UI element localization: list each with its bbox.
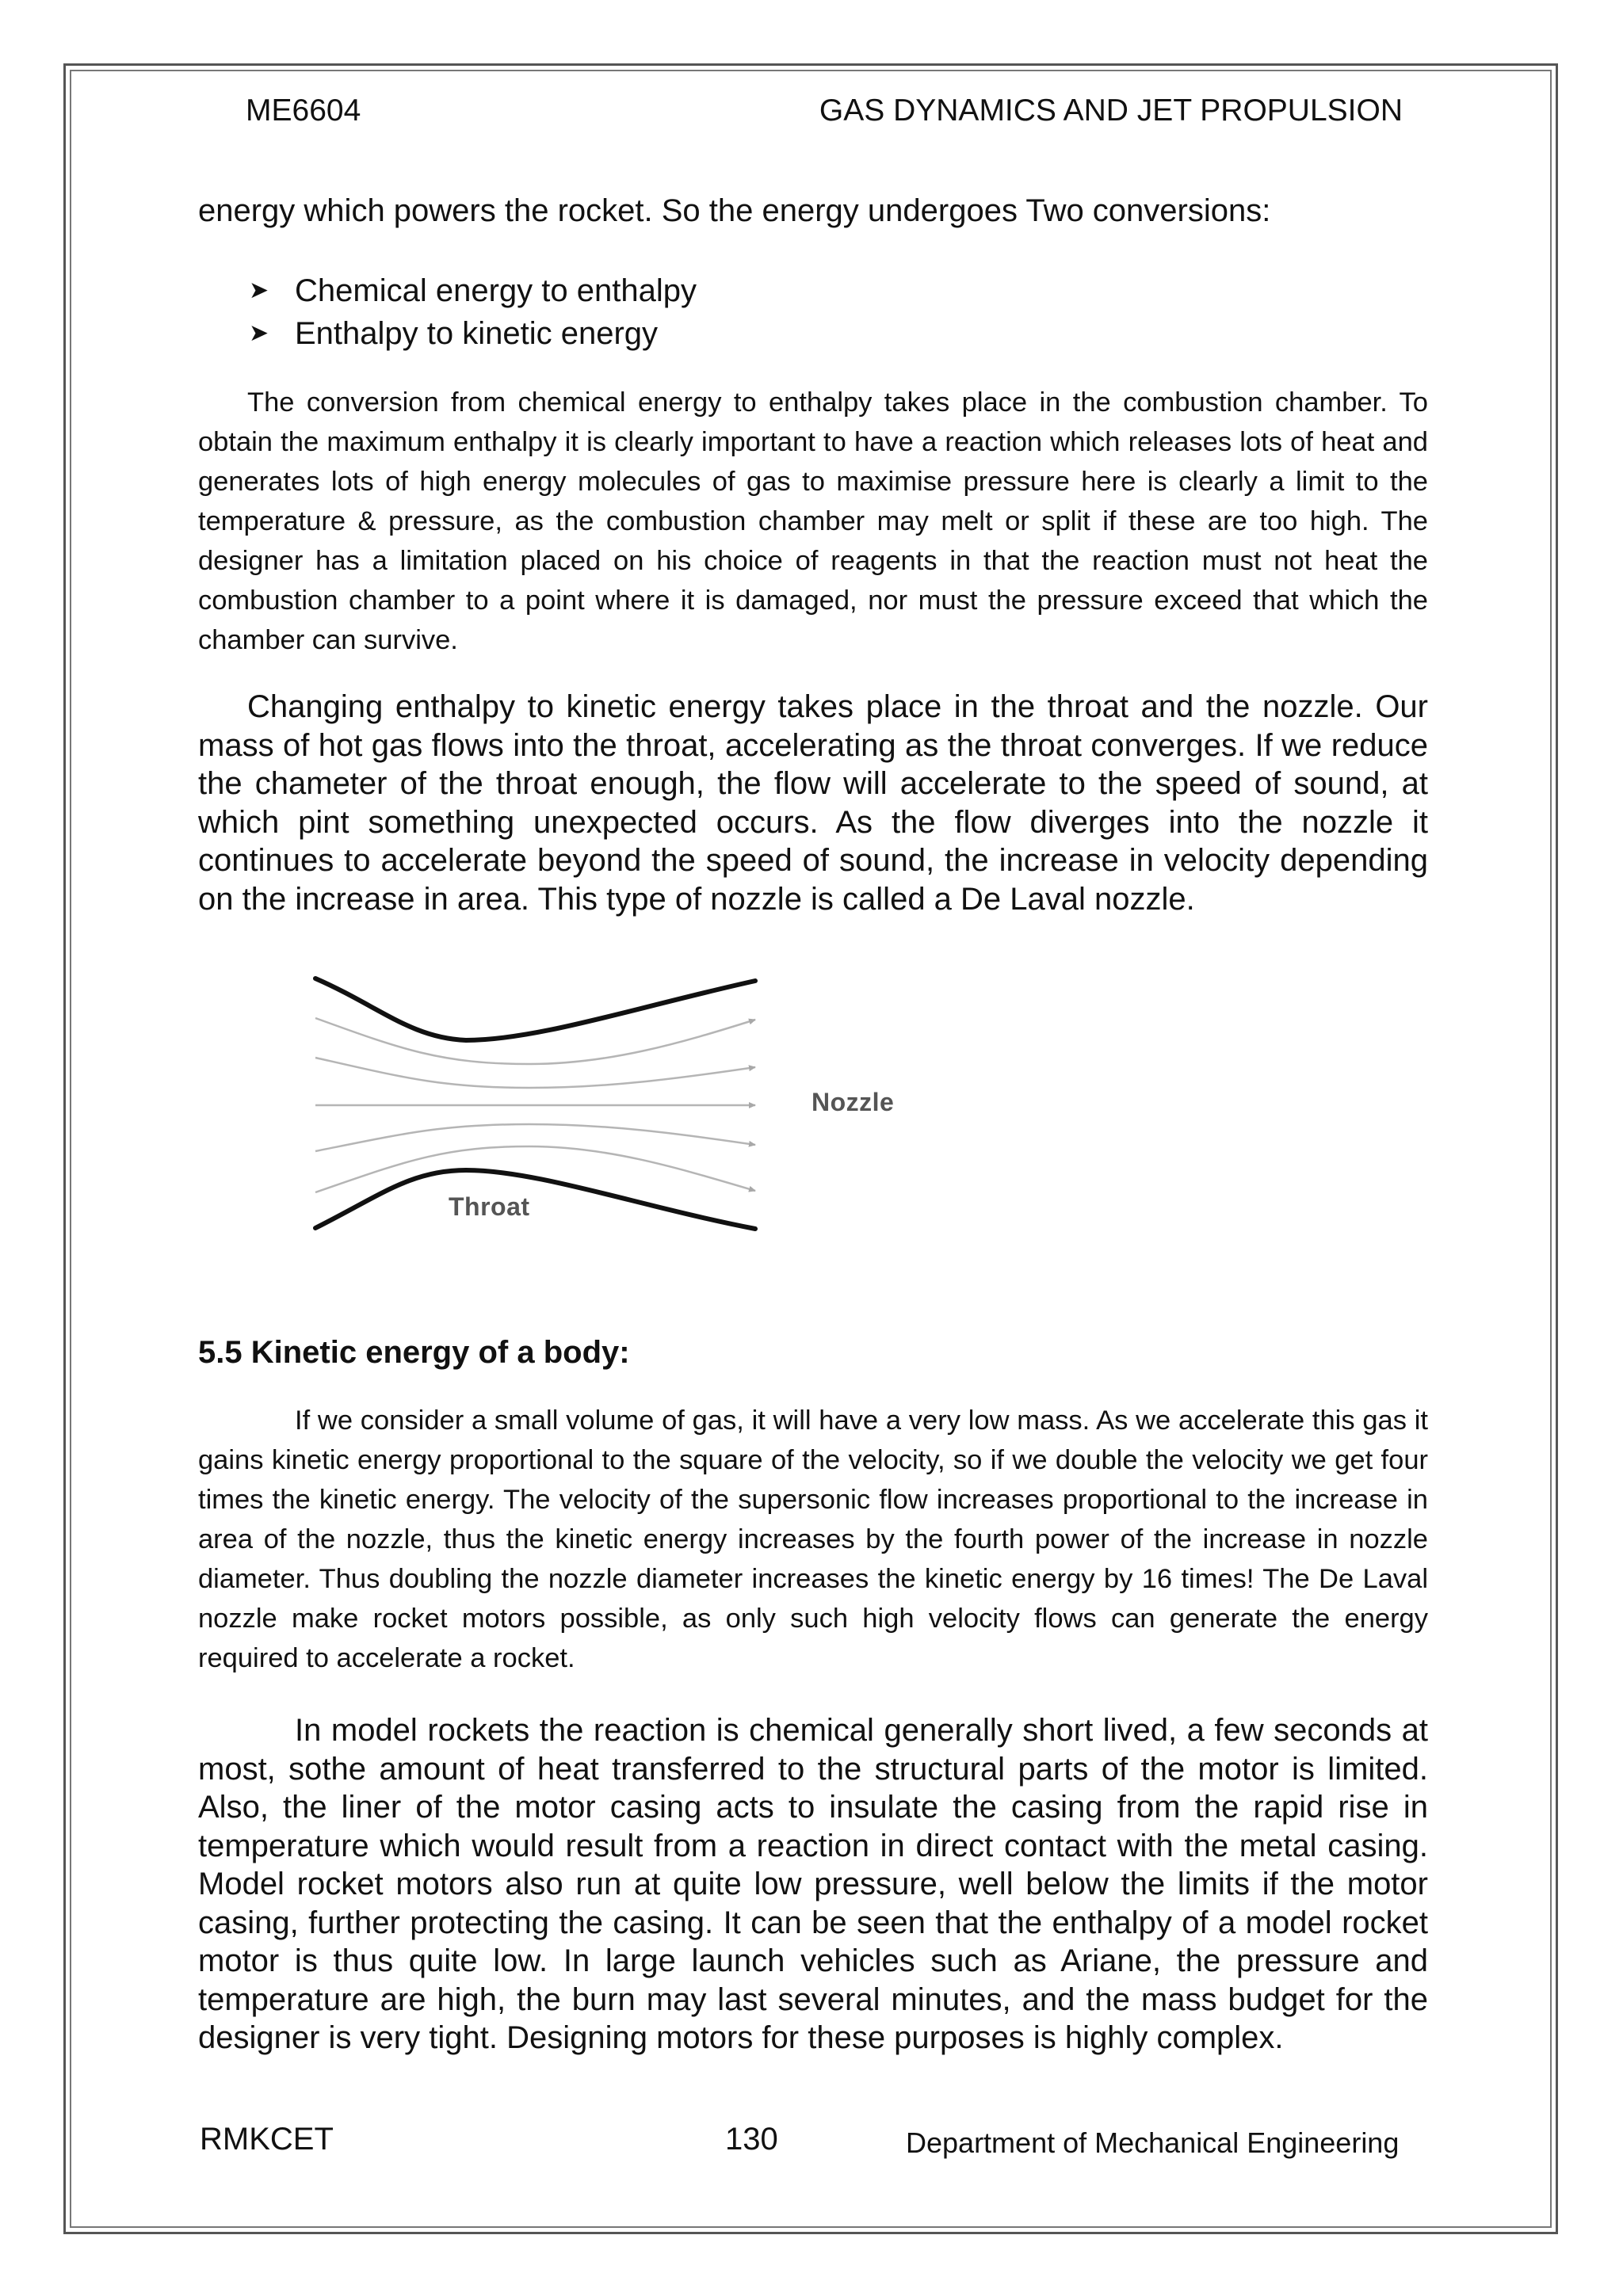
- de-laval-nozzle-figure: [307, 963, 910, 1256]
- flow-line: [315, 1018, 755, 1064]
- nozzle-lower-wall: [315, 1170, 755, 1229]
- list-item-text: Chemical energy to enthalpy: [295, 273, 697, 308]
- section-heading: 5.5 Kinetic energy of a body:: [198, 1335, 630, 1370]
- header-course-title: GAS DYNAMICS AND JET PROPULSION: [819, 93, 1403, 128]
- list-item: [246, 269, 697, 312]
- nozzle-upper-wall: [315, 978, 755, 1040]
- list-item: [246, 312, 697, 355]
- lead-text: energy which powers the rocket. So the energy undergoes Two conversions:: [198, 193, 1271, 228]
- arrowhead-bullet-icon: ➤: [249, 320, 269, 346]
- footer-department: Department of Mechanical Engineering: [906, 2126, 1400, 2159]
- arrowhead-bullet-icon: ➤: [249, 277, 269, 303]
- conversion-list: [246, 269, 697, 355]
- nozzle-label: Nozzle: [812, 1088, 895, 1116]
- list-item-text: Enthalpy to kinetic energy: [295, 316, 659, 351]
- paragraph-nozzle: Changing enthalpy to kinetic energy takes place in the throat and the nozzle. Our mass of hot gas flows into the throat, accelerating as the throat converges. If we reduce the chameter of the throat enough, the flow will accelerate to the speed of sound, at which pint something unexpected occurs. As the flow diverges into the nozzle it continues to accelerate beyond the speed of sound, the increase in velocity depending on the increase in area. This type of nozzle is called a De Laval nozzle.: [198, 689, 1428, 917]
- flow-line: [315, 1058, 755, 1088]
- page-number: 130: [725, 2122, 778, 2157]
- paragraph-kinetic-energy: If we consider a small volume of gas, it will have a very low mass. As we accelerate this gas it gains kinetic energy proportional to the square of the velocity, so if we double the velocity we get four times the kinetic energy. The velocity of the supersonic flow increases proportional to the increase in area of the nozzle, thus the kinetic energy increases by the fourth power of the increase in nozzle diameter. Thus doubling the nozzle diameter increases the kinetic energy by 16 times! The De Laval nozzle make rocket motors possible, as only such high velocity flows can generate the energy required to accelerate a rocket.: [198, 1405, 1428, 1673]
- paragraph-combustion: The conversion from chemical energy to enthalpy takes place in the combustion chamber. To obtain the maximum enthalpy it is clearly important to have a reaction which releases lots of heat and generates lots of high energy molecules of gas to maximise pressure here is clearly a limit to the temperature & pressure, as the combustion chamber may melt or split if these are too high. The designer has a limitation placed on his choice of reagents in that the reaction must not heat the combustion chamber to a point where it is damaged, nor must the pressure exceed that which the chamber can survive.: [198, 387, 1428, 655]
- footer-institution: RMKCET: [200, 2122, 334, 2157]
- header-course-code: ME6604: [246, 93, 361, 128]
- throat-label: Throat: [449, 1192, 530, 1221]
- flow-line: [315, 1146, 755, 1192]
- paragraph-model-rockets: In model rockets the reaction is chemical generally short lived, a few seconds at most, sothe amount of heat transferred to the structural parts of the motor is limited. Also, the liner of the motor casing acts to insulate the casing from the rapid rise in temperature which would result from a reaction in direct contact with the metal casing. Model rocket motors also run at quite low pressure, well below the limits if the motor casing, further protecting the casing. It can be seen that the enthalpy of a model rocket motor is thus quite low. In large launch vehicles such as Ariane, the pressure and temperature are high, the burn may last several minutes, and the mass budget for the designer is very tight. Designing motors for these purposes is highly complex.: [198, 1713, 1428, 2055]
